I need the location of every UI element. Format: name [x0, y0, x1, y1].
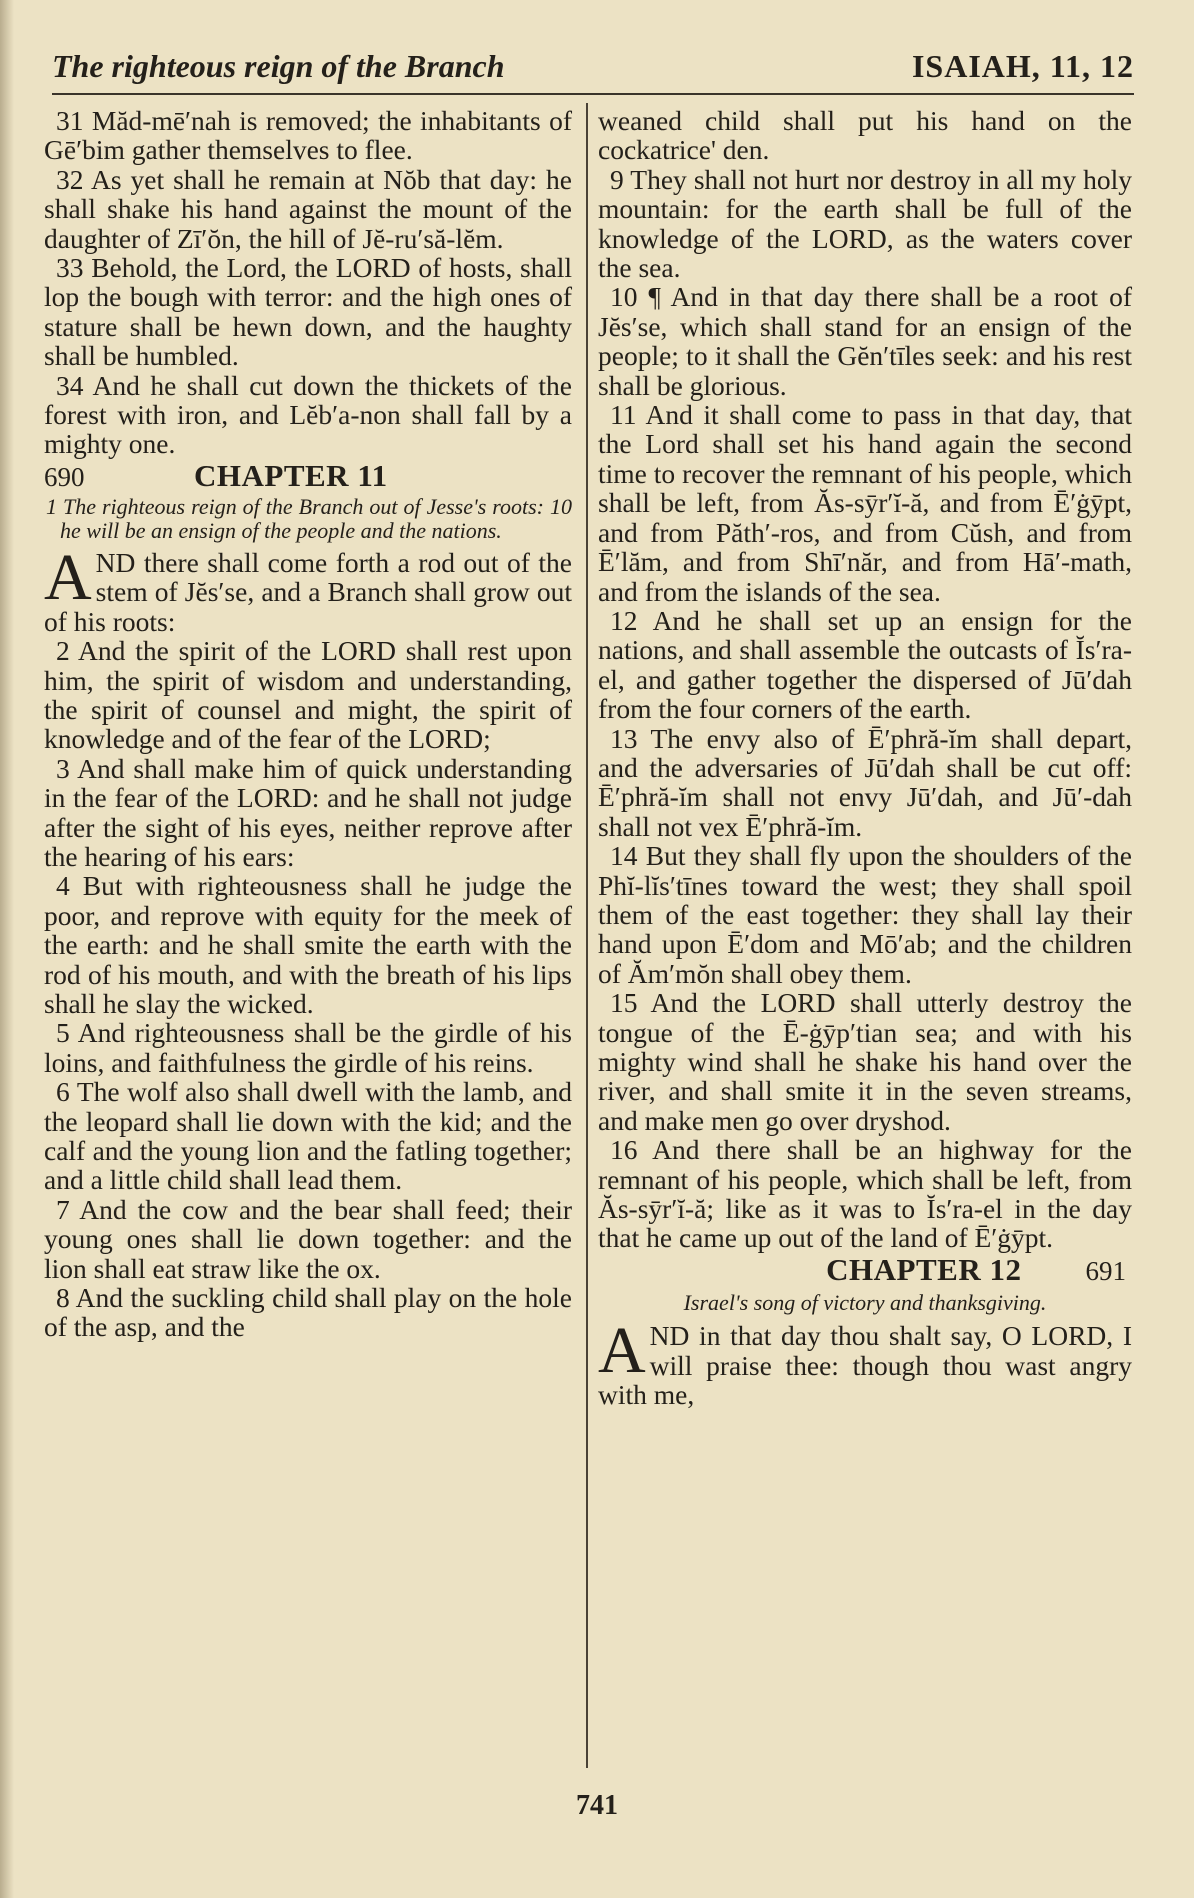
verse-7: 7 And the cow and the bear shall feed; their young ones shall lie down together: and the lion shall eat straw like the ox.: [44, 1193, 572, 1284]
running-title-left: The righteous reign of the Branch: [52, 48, 505, 84]
page-binding-shadow: [0, 0, 14, 1898]
verse-14: 14 But they shall fly upon the shoulders of the Phĭ-lĭs′tīnes toward the west; they shall spoil them of the east together: they shall lay their hand upon Ē′dom and Mō′ab; and the children of Ăm′mŏn shall obey them.: [598, 840, 1132, 989]
column-divider: [586, 103, 588, 1768]
verse-8-continuation: weaned child shall put his hand on the cockatrice' den.: [598, 105, 1132, 166]
left-column: [44, 106, 572, 1342]
chapter-12-verse-1-text: ND in that day thou shalt say, O LORD, I will praise thee: though thou wast angry with me,: [598, 1320, 1132, 1411]
chapter-12-title: CHAPTER 12: [826, 1251, 1022, 1287]
chapter-12-heading: [598, 1251, 1132, 1287]
verse-32: 32 As yet shall he remain at Nŏb that day: he shall shake his hand against the mount of the daughter of Zī′ŏn, the hill of Jĕ-ru′să-lĕm.: [44, 163, 572, 254]
verse-34: 34 And he shall cut down the thickets of the forest with iron, and Lĕb′a-non shall fall by a mighty one.: [44, 369, 572, 460]
verse-3: 3 And shall make him of quick understanding in the fear of the LORD: and he shall not judge after the sight of his eyes, neither reprove after the hearing of his ears:: [44, 752, 572, 872]
running-header: [52, 44, 1134, 88]
chapter-12-verse-1: [598, 1314, 1132, 1411]
chapter-12-drop-cap: A: [598, 1314, 646, 1388]
verse-33: 33 Behold, the Lord, the LORD of hosts, shall lop the bough with terror: and the high ones of stature shall be hewn down, and the haughty shall be humbled.: [44, 252, 572, 372]
verse-5: 5 And righteousness shall be the girdle of his loins, and faithfulness the girdle of his reins.: [44, 1017, 572, 1078]
verse-13: 13 The envy also of Ē′phră-ĭm shall depart, and the adversaries of Jū′dah shall be cut off: Ē′phră-ĭm shall not envy Jū′dah, and Jū′-dah shall not vex Ē′phră-ĭm.: [598, 722, 1132, 842]
running-title-right: ISAIAH, 11, 12: [911, 48, 1134, 84]
chapter-12-page-ref: 691: [1085, 1255, 1126, 1286]
verse-31: 31 Măd-mē′nah is removed; the inhabitants of Gē′bim gather themselves to flee.: [44, 105, 572, 166]
verse-9: 9 They shall not hurt nor destroy in all my holy mountain: for the earth shall be full of the knowledge of the LORD, as the waters cover the sea.: [598, 163, 1132, 284]
verse-1: [44, 540, 572, 637]
verse-6: 6 The wolf also shall dwell with the lamb, and the leopard shall lie down with the kid; and the calf and the young lion and the fatling together; and a little child shall lead them.: [44, 1076, 572, 1196]
chapter-12-summary: Israel's song of victory and thanksgiving.: [683, 1289, 1047, 1315]
chapter-11-heading: [44, 457, 572, 493]
chapter-11-summary: 1 The righteous reign of the Branch out of Jesse's roots: 10 he will be an ensign of the people and the nations.: [46, 493, 572, 544]
page-number: 741: [576, 1790, 618, 1821]
verse-4: 4 But with righteousness shall he judge the poor, and reprove with equity for the meek of the earth: and he shall smite the earth with the rod of his mouth, and with the breath of his lips shall he slay the wicked.: [44, 870, 572, 1019]
chapter-11-title: CHAPTER 11: [194, 457, 388, 493]
verse-8: 8 And the suckling child shall play on the hole of the asp, and the: [44, 1282, 572, 1343]
verse-10: 10 ¶ And in that day there shall be a root of Jĕs′se, which shall stand for an ensign of the people; to it shall the Gĕn′tīles seek: and his rest shall be glorious.: [598, 281, 1132, 401]
right-column: [598, 106, 1132, 1410]
verse-2: 2 And the spirit of the LORD shall rest upon him, the spirit of wisdom and understanding, the spirit of counsel and might, the spirit of knowledge and of the fear of the LORD;: [44, 635, 572, 755]
header-rule: [52, 93, 1134, 95]
chapter-11-page-ref: 690: [44, 461, 85, 492]
verse-15: 15 And the LORD shall utterly destroy the tongue of the Ē-ġȳp′tian sea; and with his mighty wind shall he shake his hand over the river, and shall smite it in the seven streams, and make men go over dryshod.: [598, 987, 1132, 1136]
verse-12: 12 And he shall set up an ensign for the nations, and shall assemble the outcasts of Ĭs′ra-el, and gather together the dispersed of Jū′dah from the four corners of the earth.: [598, 604, 1132, 725]
chapter-11-drop-cap: A: [44, 540, 92, 614]
verse-1-text: ND there shall come forth a rod out of the stem of Jĕs′se, and a Branch shall grow out of his roots:: [44, 546, 572, 637]
verse-11: 11 And it shall come to pass in that day, that the Lord shall set his hand again the second time to recover the remnant of his people, which shall be left, from Ăs-sȳr′ĭ-ă, and from Ē′ġȳpt, and from Păth′-ros, and from Cŭsh, and from Ē′lăm, and from Shī′năr, and from Hā′-math, and from the islands of the sea.: [598, 399, 1132, 607]
verse-16: 16 And there shall be an highway for the remnant of his people, which shall be left, from Ăs-sȳr′ĭ-ă; like as it was to Ĭs′ra-el in the day that he came up out of the land of Ē′ġȳpt.: [598, 1134, 1132, 1254]
